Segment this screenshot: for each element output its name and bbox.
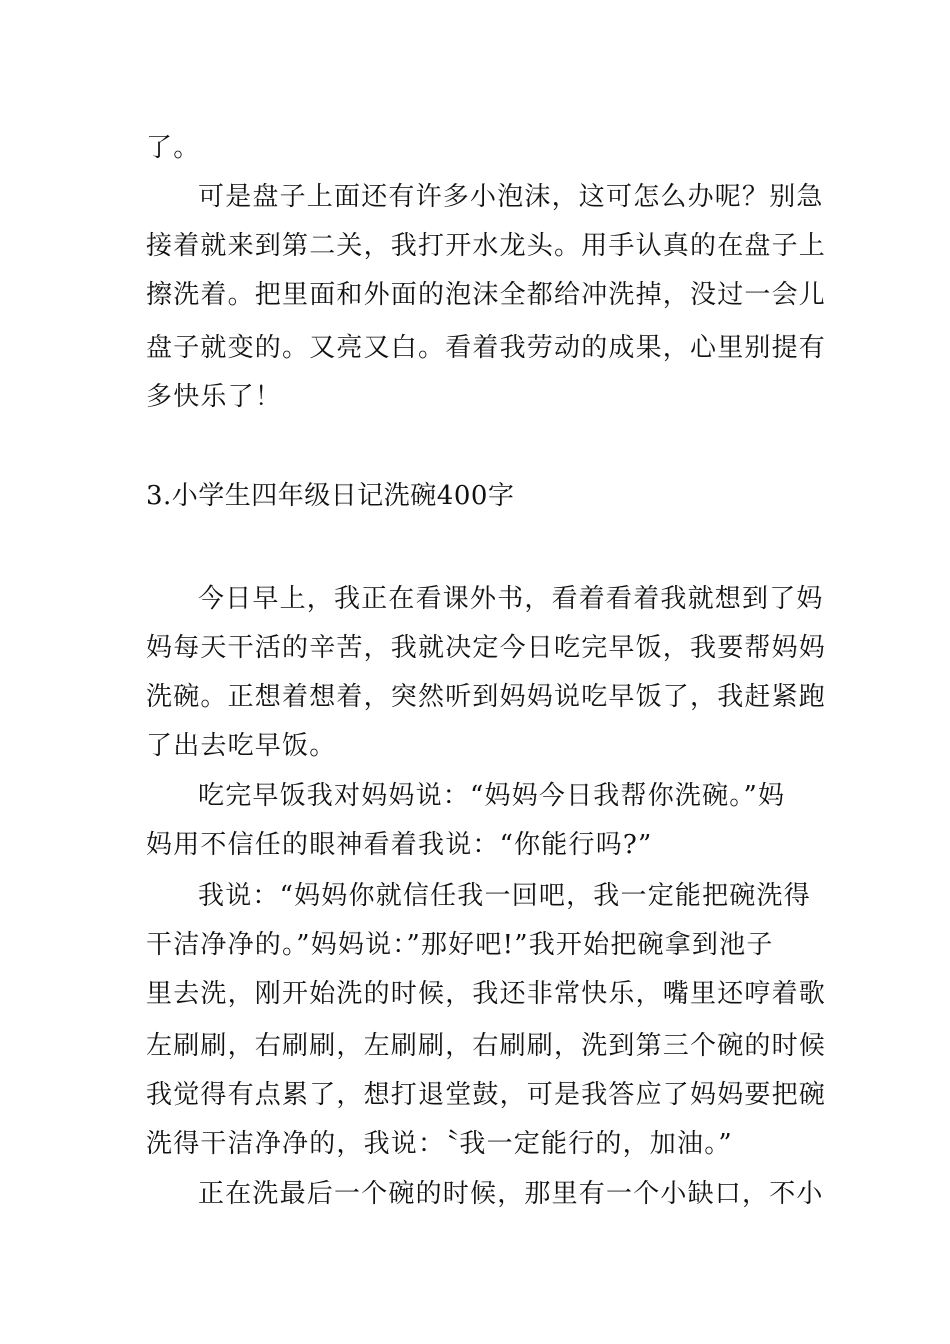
paragraph-line: 多快乐了！ xyxy=(146,382,283,412)
paragraph-line: 吃完早饭我对妈妈说：“妈妈今日我帮你洗碗。”妈 xyxy=(198,781,786,811)
paragraph-line: 盘子就变的。又亮又白。看着我劳动的成果，心里别提有 xyxy=(146,333,827,363)
section-heading: 3.小学生四年级日记洗碗400字 xyxy=(146,481,515,511)
paragraph-line: 里去洗，刚开始洗的时候，我还非常快乐，嘴里还哼着歌 xyxy=(146,979,827,1009)
paragraph-line: 干洁净净的。”妈妈说：”那好吧!”我开始把碗拿到池子 xyxy=(146,930,774,960)
paragraph-line: 我觉得有点累了，想打退堂鼓，可是我答应了妈妈要把碗 xyxy=(146,1080,827,1110)
paragraph-line: 妈用不信任的眼神看着我说：“你能行吗?” xyxy=(146,830,653,860)
paragraph-line: 擦洗着。把里面和外面的泡沫全都给冲洗掉，没过一会儿 xyxy=(146,280,827,310)
paragraph-line: 妈每天干活的辛苦，我就决定今日吃完早饭，我要帮妈妈 xyxy=(146,633,827,663)
paragraph-line: 洗碗。正想着想着，突然听到妈妈说吃早饭了，我赶紧跑 xyxy=(146,682,827,712)
paragraph-line: 可是盘子上面还有许多小泡沫，这可怎么办呢？别急 xyxy=(198,182,824,212)
paragraph-line: 接着就来到第二关，我打开水龙头。用手认真的在盘子上 xyxy=(146,231,827,261)
paragraph-line: 洗得干洁净净的，我说：〝我一定能行的，加油。” xyxy=(146,1129,733,1159)
paragraph-line: 今日早上，我正在看课外书，看着看着我就想到了妈 xyxy=(198,584,824,614)
paragraph-line: 了。 xyxy=(146,133,201,163)
paragraph-line: 我说：“妈妈你就信任我一回吧，我一定能把碗洗得 xyxy=(198,881,811,911)
paragraph-line: 左刷刷，右刷刷，左刷刷，右刷刷，洗到第三个碗的时候 xyxy=(146,1031,827,1061)
paragraph-line: 正在洗最后一个碗的时候，那里有一个小缺口，不小 xyxy=(198,1179,824,1209)
paragraph-line: 了出去吃早饭。 xyxy=(146,731,337,761)
